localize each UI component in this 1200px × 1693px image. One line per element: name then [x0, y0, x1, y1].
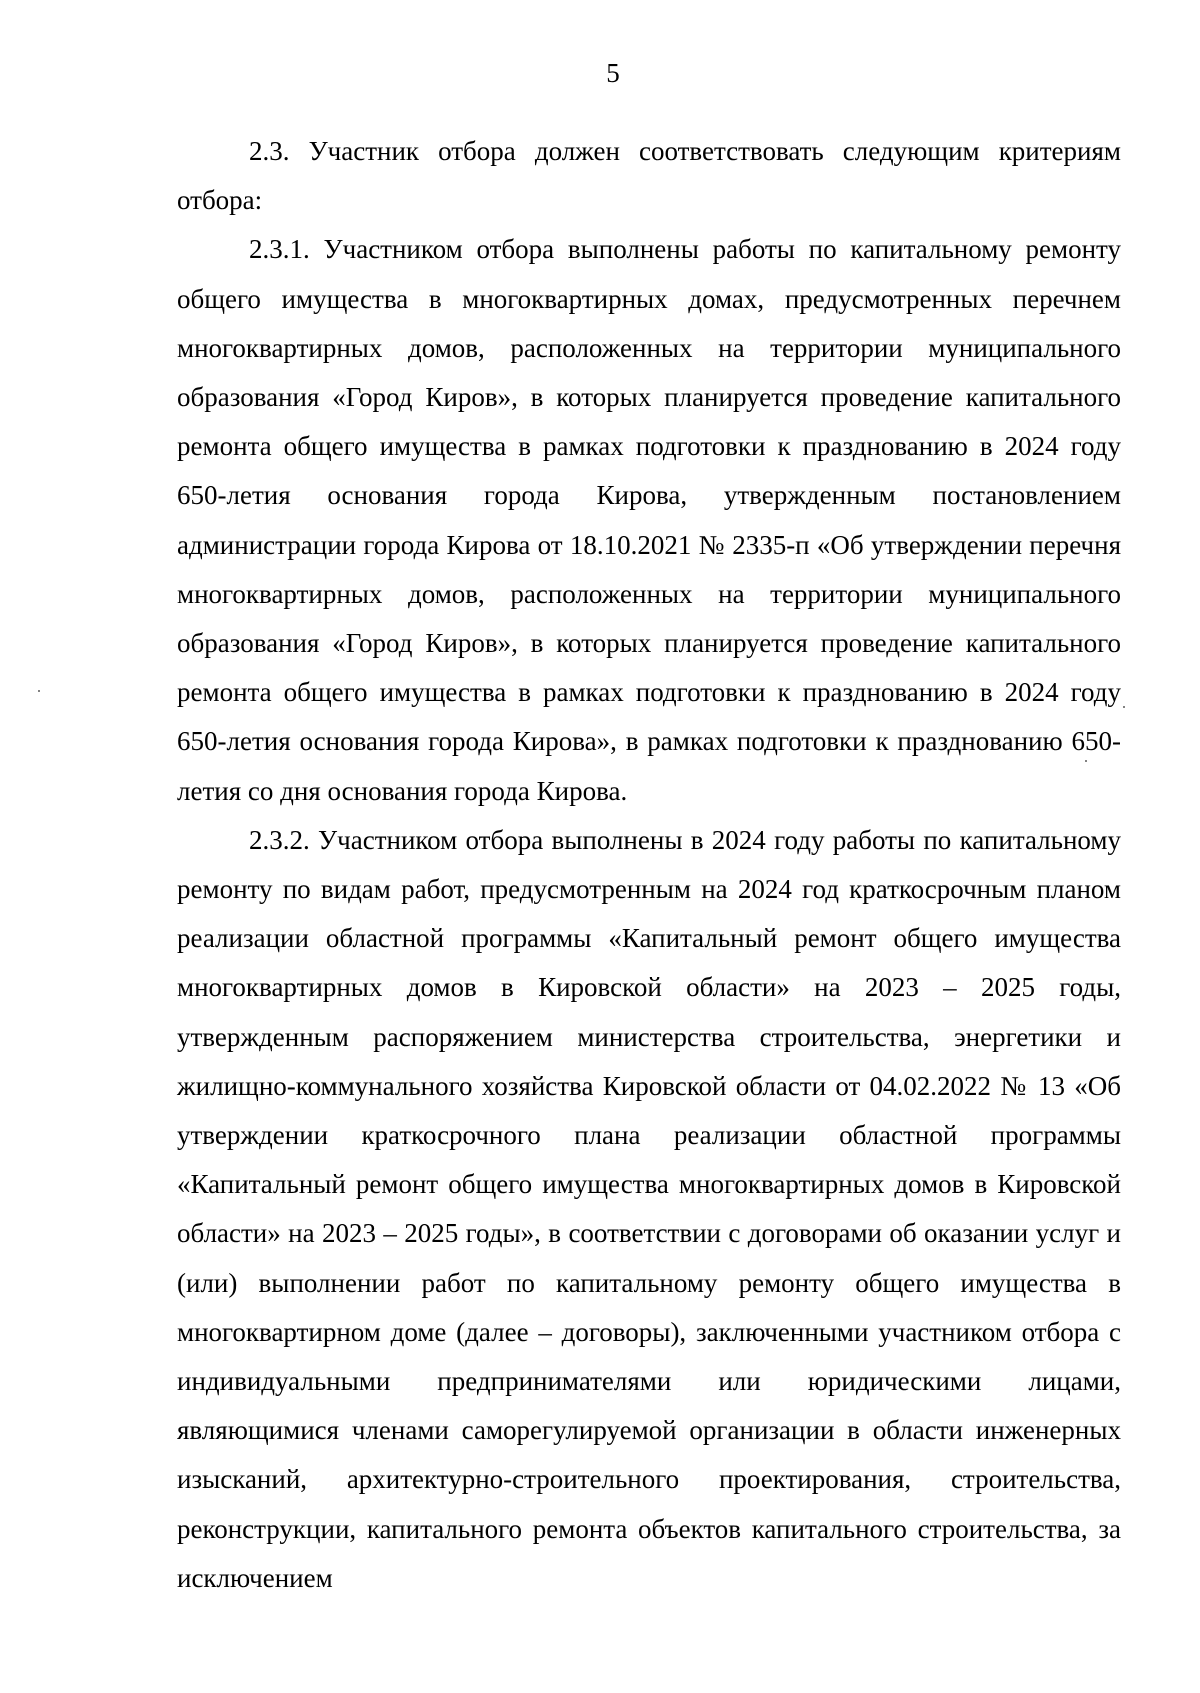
document-body [177, 127, 1121, 1603]
paragraph-2-3: 2.3. Участник отбора должен соответствовать следующим критериям отбора: [177, 136, 1121, 216]
page-number: 5 [606, 58, 620, 88]
scan-speck [1123, 706, 1125, 708]
scan-speck [38, 690, 40, 692]
paragraph-2-3-2: 2.3.2. Участником отбора выполнены в 2024 году работы по капитальному ремонту по видам работ, предусмотренным на 2024 год краткосрочным планом реализации областной программы «Капитальный ремонт общего имущества многоквартирных домов в Кировской области» на 2023 – 2025 годы, утвержденным распоряжением министерства строительства, энергетики и жилищно-коммунального хозяйства Кировской области от 04.02.2022 № 13 «Об утверждении краткосрочного плана реализации областной программы «Капитальный ремонт общего имущества многоквартирных домов в Кировской области» на 2023 – 2025 годы», в соответствии с договорами об оказании услуг и (или) выполнении работ по капитальному ремонту общего имущества в многоквартирном доме (далее – договоры), заключенными участником отбора с индивидуальными предпринимателями или юридическими лицами, являющимися членами саморегулируемой организации в области инженерных изысканий, архитектурно-строительного проектирования, строительства, реконструкции, капитального ремонта объектов капитального строительства, за исключением [177, 824, 1121, 1593]
paragraph-2-3-1: 2.3.1. Участником отбора выполнены работы по капитальному ремонту общего имущества в многоквартирных домах, предусмотренных перечнем многоквартирных домов, расположенных на территории муниципального образования «Город Киров», в которых планируется проведение капитального ремонта общего имущества в рамках подготовки к празднованию в 2024 году 650-летия основания города Кирова, утвержденным постановлением администрации города Кирова от 18.10.2021 № 2335-п «Об утверждении перечня многоквартирных домов, расположенных на территории муниципального образования «Город Киров», в которых планируется проведение капитального ремонта общего имущества в рамках подготовки к празднованию в 2024 году 650-летия основания города Кирова», в рамках подготовки к празднованию 650-летия со дня основания города Кирова. [177, 234, 1121, 806]
scan-speck [1085, 760, 1087, 762]
